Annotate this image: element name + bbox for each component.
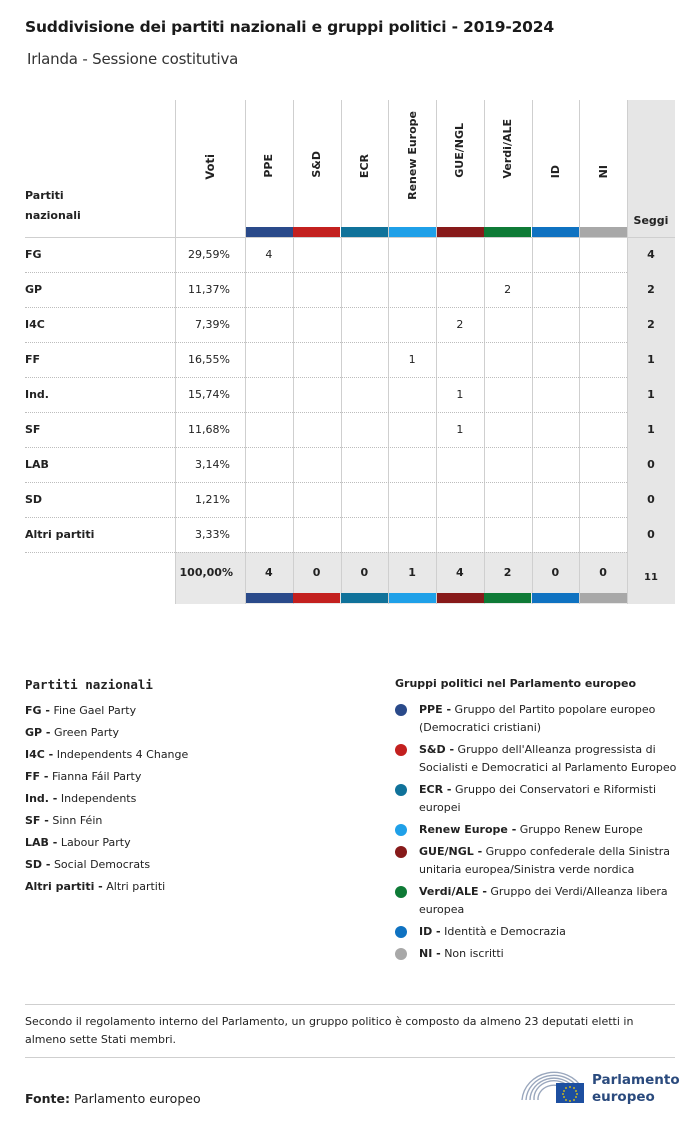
group-legend-item: [419, 741, 679, 777]
group-total: 4: [456, 566, 464, 579]
party-full-name: Altri partiti: [106, 880, 166, 893]
seat-count: 1: [456, 388, 464, 401]
party-legend-item: [25, 792, 136, 805]
group-header: [532, 118, 580, 178]
party-name: Ind.: [25, 388, 49, 401]
party-votes: 15,74%: [188, 388, 230, 401]
group-color-bar: [532, 227, 579, 237]
group-total: 0: [360, 566, 369, 579]
group-full-name: Gruppo dell'Alleanza progressista di Socialisti e Democratici al Parlamento Europeo: [419, 743, 677, 774]
source-line: [25, 1091, 201, 1106]
group-header-label: ECR: [357, 153, 371, 178]
group-legend-item: [419, 883, 679, 919]
national-parties-legend-title: Partiti nazionali: [25, 677, 153, 692]
party-abbr: GP -: [25, 726, 51, 739]
group-color-bar: [341, 227, 388, 237]
logo-text-line1: Parlamento: [592, 1072, 680, 1088]
group-color-bar: [484, 593, 531, 603]
party-name: Altri partiti: [25, 528, 95, 541]
group-color-dot-icon: [395, 846, 407, 858]
group-color-dot-icon: [395, 926, 407, 938]
row-divider: [25, 272, 627, 273]
group-abbr: NI -: [419, 947, 441, 960]
party-abbr: I4C -: [25, 748, 54, 761]
political-groups-legend-title: Gruppi politici nel Parlamento europeo: [395, 677, 637, 690]
party-name: GP: [25, 283, 43, 296]
party-name: FF: [25, 353, 41, 366]
group-color-bar: [246, 227, 293, 237]
party-legend-item: [25, 726, 119, 739]
party-name: SF: [25, 423, 41, 436]
row-divider: [25, 377, 627, 378]
group-color-bar: [437, 227, 484, 237]
group-color-bar: [293, 593, 340, 603]
group-legend-item: [419, 923, 679, 941]
group-total: 1: [408, 566, 416, 579]
group-header: [579, 118, 627, 178]
group-full-name: Gruppo dei Conservatori e Riformisti europei: [419, 783, 657, 814]
seats-header: Seggi: [633, 214, 669, 227]
group-header-label: Verdi/ALE: [501, 118, 515, 178]
row-divider: [25, 482, 627, 483]
group-color-dot-icon: [395, 704, 407, 716]
party-legend-item: [25, 748, 188, 761]
party-seats: 4: [647, 248, 655, 261]
group-color-bar: [246, 593, 293, 603]
party-abbr: SF -: [25, 814, 49, 827]
seat-count: 2: [456, 318, 464, 331]
party-full-name: Sinn Féin: [52, 814, 103, 827]
group-abbr: PPE -: [419, 703, 452, 716]
group-header: [341, 118, 389, 178]
rules-note: Secondo il regolamento interno del Parlamento, un gruppo politico è composto da almeno 23 deputati eletti in almeno sette Stati membri.: [25, 1015, 634, 1046]
party-votes: 3,14%: [195, 458, 230, 471]
group-total: 4: [265, 566, 273, 579]
party-votes: 7,39%: [195, 318, 230, 331]
party-full-name: Fine Gael Party: [53, 704, 137, 717]
seat-count: 2: [504, 283, 512, 296]
group-abbr: Verdi/ALE -: [419, 885, 487, 898]
group-header-label: NI: [596, 164, 610, 178]
votes-header: [175, 110, 245, 180]
page-subtitle: Irlanda - Sessione costitutiva: [27, 50, 239, 68]
party-full-name: Independents 4 Change: [56, 748, 189, 761]
group-legend-item: [419, 781, 679, 817]
group-color-dot-icon: [395, 784, 407, 796]
group-total: 2: [503, 566, 512, 579]
party-votes: 11,37%: [188, 283, 230, 296]
party-full-name: Green Party: [54, 726, 120, 739]
party-abbr: FG -: [25, 704, 50, 717]
note-divider-top: [25, 1004, 675, 1005]
european-parliament-logo-icon[interactable]: [520, 1066, 680, 1110]
group-legend-item: [419, 701, 679, 737]
group-abbr: Renew Europe -: [419, 823, 517, 836]
party-seats: 0: [647, 493, 655, 506]
party-abbr: Ind. -: [25, 792, 58, 805]
seat-count: 1: [456, 423, 464, 436]
votes-header-label: Voti: [203, 154, 217, 180]
group-color-dot-icon: [395, 948, 407, 960]
seat-count: 4: [265, 248, 273, 261]
group-header: [388, 108, 436, 200]
row-divider: [25, 447, 627, 448]
group-legend-item: [419, 843, 679, 879]
party-abbr: Altri partiti -: [25, 880, 103, 893]
party-legend-item: [25, 770, 141, 783]
party-name: LAB: [25, 458, 49, 471]
party-seats: 0: [647, 458, 655, 471]
party-seats: 1: [647, 388, 655, 401]
party-seats: 1: [647, 423, 655, 436]
group-header-label: S&D: [310, 151, 324, 178]
group-total: 0: [312, 566, 321, 579]
source-label: Fonte:: [25, 1091, 70, 1106]
note-divider-bottom: [25, 1057, 675, 1058]
party-legend-item: [25, 814, 102, 827]
group-total: 0: [551, 566, 560, 579]
group-legend-item: [419, 821, 679, 839]
row-divider: [25, 552, 627, 553]
group-header: [484, 118, 532, 178]
group-abbr: GUE/NGL -: [419, 845, 483, 858]
group-full-name: Gruppo Renew Europe: [519, 823, 643, 836]
row-divider: [25, 517, 627, 518]
group-full-name: Identità e Democrazia: [444, 925, 566, 938]
party-votes: 11,68%: [188, 423, 230, 436]
group-color-bar: [580, 593, 627, 603]
group-color-bar: [484, 227, 531, 237]
party-votes: 29,59%: [188, 248, 230, 261]
party-legend-item: [25, 836, 131, 849]
group-full-name: Gruppo del Partito popolare europeo (Democratici cristiani): [419, 703, 656, 734]
group-full-name: Non iscritti: [444, 947, 504, 960]
party-votes: 16,55%: [188, 353, 230, 366]
party-votes: 1,21%: [195, 493, 230, 506]
group-header-label: Renew Europe: [405, 111, 419, 200]
group-full-name: Gruppo confederale della Sinistra unitaria europea/Sinistra verde nordica: [419, 845, 671, 876]
party-full-name: Labour Party: [60, 836, 131, 849]
group-color-bar: [293, 227, 340, 237]
party-name: SD: [25, 493, 43, 506]
group-header: [436, 118, 484, 178]
group-header-label: GUE/NGL: [453, 123, 467, 178]
party-seats: 0: [647, 528, 655, 541]
party-full-name: Independents: [60, 792, 137, 805]
group-color-bar: [437, 593, 484, 603]
group-abbr: ID -: [419, 925, 441, 938]
party-seats: 2: [647, 318, 655, 331]
party-abbr: SD -: [25, 858, 51, 871]
results-table: [25, 100, 675, 604]
group-color-bar: [341, 593, 388, 603]
group-color-dot-icon: [395, 824, 407, 836]
national-parties-header: [25, 186, 81, 226]
party-name: FG: [25, 248, 42, 261]
group-header: [293, 118, 341, 178]
group-abbr: S&D -: [419, 743, 455, 756]
source-value: Parlamento europeo: [73, 1091, 201, 1106]
group-color-bar: [389, 227, 436, 237]
hemicycle-icon: [520, 1066, 588, 1106]
row-divider: [25, 307, 627, 308]
group-color-bar: [389, 593, 436, 603]
total-votes: 100,00%: [179, 566, 233, 579]
total-seats: 11: [644, 572, 658, 583]
party-votes: 3,33%: [195, 528, 230, 541]
group-full-name: Gruppo dei Verdi/Alleanza libera europea: [419, 885, 668, 916]
row-divider: [25, 412, 627, 413]
group-color-bar: [580, 227, 627, 237]
party-full-name: Social Democrats: [53, 858, 151, 871]
group-color-dot-icon: [395, 744, 407, 756]
party-name: I4C: [25, 318, 45, 331]
group-legend-item: [419, 945, 679, 963]
group-header-label: PPE: [262, 154, 276, 178]
seat-count: 1: [408, 353, 416, 366]
group-header-label: ID: [548, 164, 562, 178]
party-seats: 1: [647, 353, 655, 366]
group-abbr: ECR -: [419, 783, 452, 796]
party-abbr: FF -: [25, 770, 49, 783]
group-header: [245, 118, 293, 178]
party-header-line2: nazionali: [25, 209, 81, 222]
party-legend-item: [25, 858, 150, 871]
party-legend-item: [25, 704, 136, 717]
party-seats: 2: [647, 283, 655, 296]
group-color-dot-icon: [395, 886, 407, 898]
header-divider: [25, 237, 675, 238]
party-abbr: LAB -: [25, 836, 58, 849]
group-color-bar: [532, 593, 579, 603]
party-legend-item: [25, 880, 165, 893]
logo-text-line2: europeo: [592, 1089, 655, 1105]
party-header-line1: Partiti: [25, 189, 64, 202]
group-total: 0: [599, 566, 607, 579]
row-divider: [25, 342, 627, 343]
party-full-name: Fianna Fáil Party: [51, 770, 142, 783]
page-title: Suddivisione dei partiti nazionali e gruppi politici - 2019-2024: [25, 18, 554, 36]
